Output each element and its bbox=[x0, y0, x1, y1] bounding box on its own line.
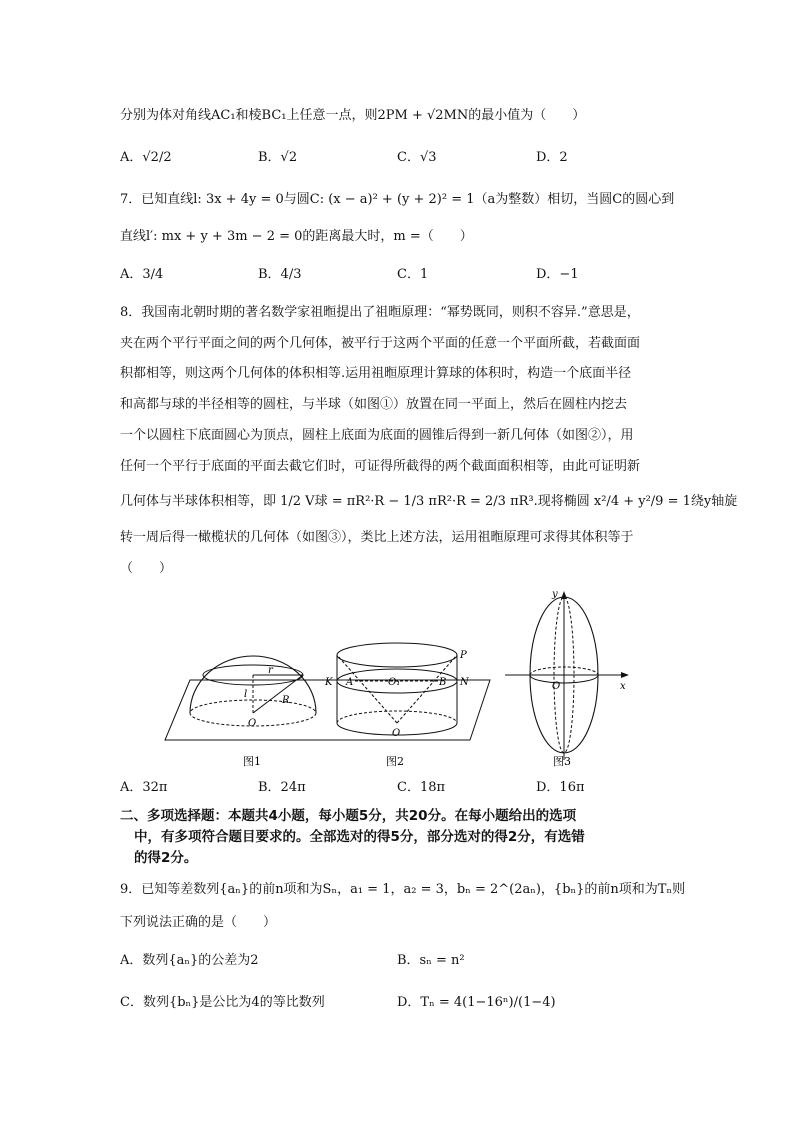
q7-option-c: C．1 bbox=[397, 267, 429, 282]
q8-line-1: 8．我国南北朝时期的著名数学家祖暅提出了祖暅原理：“幂势既同，则积不容异.”意思是， bbox=[120, 305, 640, 320]
label-A: A bbox=[346, 677, 354, 688]
q8-line-5: 一个以圆柱下底面圆心为顶点，圆柱上底面为底面的圆锥后得到一新几何体（如图②），用 bbox=[120, 428, 634, 443]
label-x: x bbox=[620, 681, 626, 692]
label-y: y bbox=[552, 589, 558, 600]
q9-option-b: B．sₙ = n² bbox=[397, 953, 465, 968]
caption-fig3: 图3 bbox=[553, 755, 571, 768]
q8-option-c: C．18π bbox=[397, 780, 446, 795]
label-R: R bbox=[282, 695, 290, 706]
q9-stem-line1: 9．已知等差数列{aₙ}的前n项和为Sₙ，a₁ = 1，a₂ = 3，bₙ = 2^(2aₙ)，{bₙ}的前n项和为Tₙ则 bbox=[120, 882, 686, 897]
q7-stem-line1: 7．已知直线l: 3x + 4y = 0与圆C: (x − a)² + (y + 2)² = 1（a为整数）相切，当圆C的圆心到 bbox=[120, 192, 675, 207]
q9-option-c: C．数列{bₙ}是公比为4的等比数列 bbox=[120, 995, 325, 1010]
q6-option-b: B．√2 bbox=[258, 150, 298, 165]
label-K: K bbox=[325, 677, 333, 688]
q9-option-a: A．数列{aₙ}的公差为2 bbox=[120, 953, 259, 968]
q9-option-d: D．Tₙ = 4(1−16ⁿ)/(1−4) bbox=[397, 995, 556, 1010]
q8-option-a: A．32π bbox=[120, 780, 168, 795]
q7-stem-line2: 直线l′: mx + y + 3m − 2 = 0的距离最大时，m =（ ） bbox=[120, 229, 473, 244]
section2-heading-line2: 中，有多项符合题目要求的。全部选对的得5分，部分选对的得2分，有选错 bbox=[134, 829, 585, 845]
q8-line-7: 几何体与半球体积相等，即 1/2 V球 = πR²·R − 1/3 πR²·R = 2/3 πR³.现将椭圆 x²/4 + y²/9 = 1绕y轴旋 bbox=[120, 494, 738, 509]
section2-heading-line1: 二、多项选择题：本题共4小题，每小题5分，共20分。在每小题给出的选项 bbox=[120, 808, 577, 824]
label-O-fig3: O bbox=[552, 681, 561, 692]
q8-line-8: 转一周后得一橄榄状的几何体（如图③），类比上述方法，运用祖暅原理可求得其体积等于 bbox=[120, 530, 634, 545]
q8-line-4: 和高都与球的半径相等的圆柱，与半球（如图①）放置在同一平面上，然后在圆柱内挖去 bbox=[120, 397, 628, 412]
q6-stem: 分别为体对角线AC₁和棱BC₁上任意一点，则2PM + √2MN的最小值为（ ） bbox=[120, 108, 586, 123]
q7-option-b: B．4/3 bbox=[258, 267, 302, 282]
q8-option-b: B．24π bbox=[258, 780, 306, 795]
label-r: r bbox=[268, 665, 273, 676]
q7-option-d: D．−1 bbox=[536, 267, 579, 282]
q6-option-a: A．√2/2 bbox=[120, 150, 172, 165]
caption-fig1: 图1 bbox=[243, 755, 261, 768]
cylinder-top bbox=[337, 643, 457, 667]
label-N: N bbox=[460, 677, 469, 688]
label-O-fig2: O bbox=[392, 728, 401, 739]
label-O1: O₁ bbox=[388, 677, 401, 688]
q8-line-2: 夹在两个平行平面之间的两个几何体，被平行于这两个平面的任意一个平面所截，若截面面 bbox=[120, 336, 641, 351]
q6-option-d: D．2 bbox=[536, 150, 568, 165]
q8-line-3: 积都相等，则这两个几何体的体积相等.运用祖暅原理计算球的体积时，构造一个底面半径 bbox=[120, 366, 632, 381]
label-P: P bbox=[460, 650, 467, 661]
q8-line-9: （ ） bbox=[120, 561, 173, 576]
q8-figures bbox=[160, 585, 640, 770]
section2-heading-line3: 的得2分。 bbox=[134, 850, 198, 866]
q7-option-a: A．3/4 bbox=[120, 267, 164, 282]
label-l: l bbox=[244, 689, 248, 700]
q9-stem-line2: 下列说法正确的是（ ） bbox=[120, 915, 277, 930]
q6-option-c: C．√3 bbox=[397, 150, 437, 165]
label-O-fig1: O bbox=[248, 718, 257, 729]
q8-option-d: D．16π bbox=[536, 780, 585, 795]
caption-fig2: 图2 bbox=[386, 755, 404, 768]
label-B: B bbox=[439, 677, 447, 688]
q8-line-6: 任何一个平行于底面的平面去截它们时，可证得所截得的两个截面面积相等，由此可证明新 bbox=[120, 459, 641, 474]
